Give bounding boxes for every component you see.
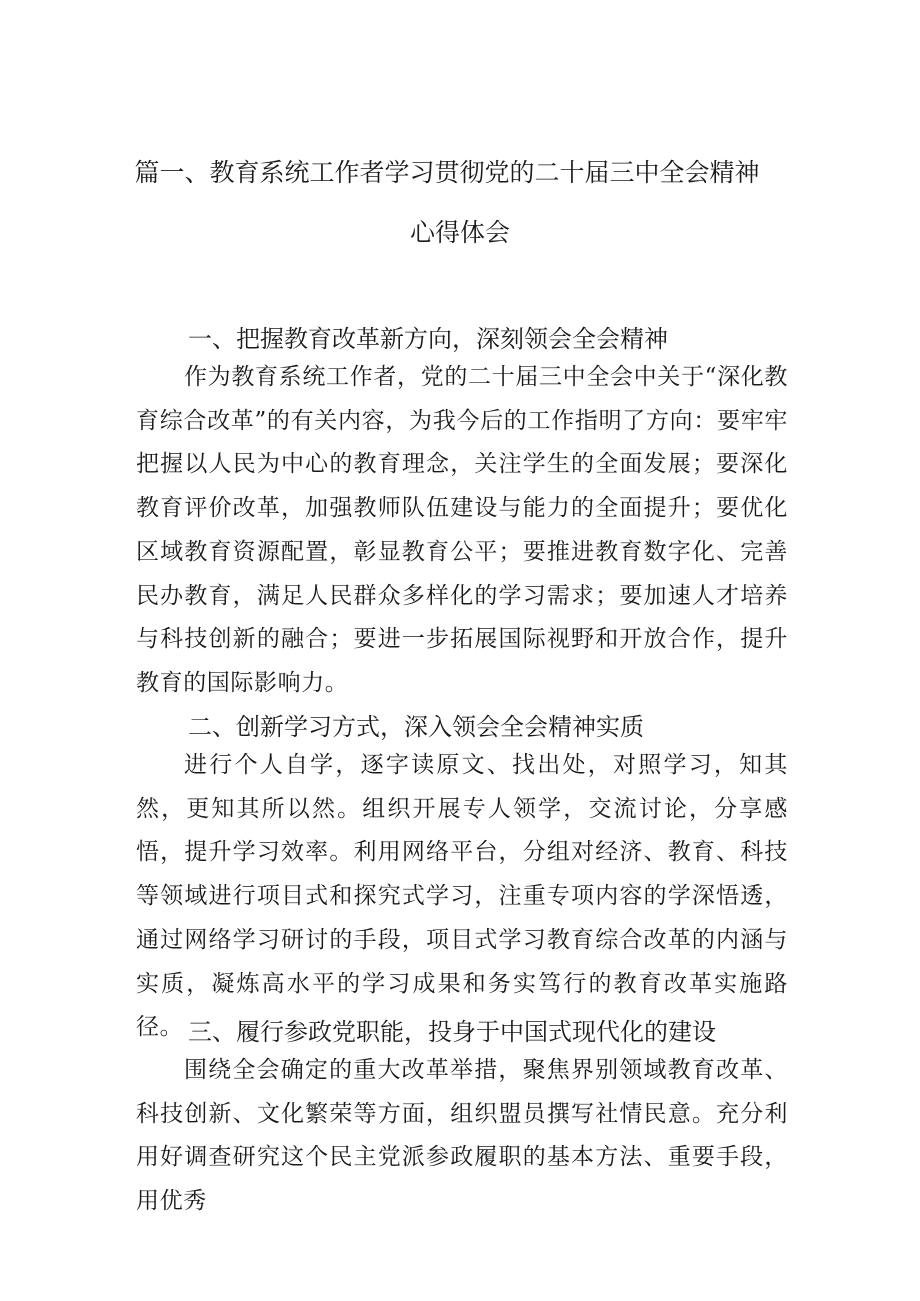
section-heading-3: 三、履行参政党职能，投身于中国式现代化的建设 bbox=[188, 1018, 716, 1046]
section-paragraph-2: 进行个人自学，逐字读原文、找出处，对照学习，知其然，更知其所以然。组织开展专人领学，交流讨论，分享感悟，提升学习效率。利用网络平台，分组对经济、教育、科技等领域进行项目式和探究式学习，注重专项内容的学深悟透，通过网络学习研讨的手段，项目式学习教育综合改革的内涵与实质，凝炼高水平的学习成果和务实笃行的教育改革实施路径。 bbox=[136, 752, 788, 1041]
section-paragraph-3: 围绕全会确定的重大改革举措，聚焦界别领域教育改革、科技创新、文化繁荣等方面，组织盟员撰写社情民意。充分利用好调查研究这个民主党派参政履职的基本方法、重要手段，用优秀 bbox=[136, 1057, 788, 1215]
section-paragraph-1: 作为教育系统工作者，党的二十届三中全会中关于“深化教育综合改革”的有关内容，为我今后的工作指明了方向：要牢牢把握以人民为中心的教育理念，关注学生的全面发展；要深化教育评价改革，加强教师队伍建设与能力的全面提升；要优化区域教育资源配置，彰显教育公平；要推进教育数字化、完善民办教育，满足人民群众多样化的学习需求；要加速人才培养与科技创新的融合；要进一步拓展国际视野和开放合作，提升教育的国际影响力。 bbox=[136, 364, 788, 696]
section-heading-1: 一、把握教育改革新方向，深刻领会全会精神 bbox=[188, 325, 668, 353]
document-title: 篇一、教育系统工作者学习贯彻党的二十届三中全会精神 bbox=[134, 158, 760, 187]
document-subtitle: 心得体会 bbox=[409, 218, 510, 247]
section-heading-2: 二、创新学习方式，深入领会全会精神实质 bbox=[188, 713, 644, 741]
